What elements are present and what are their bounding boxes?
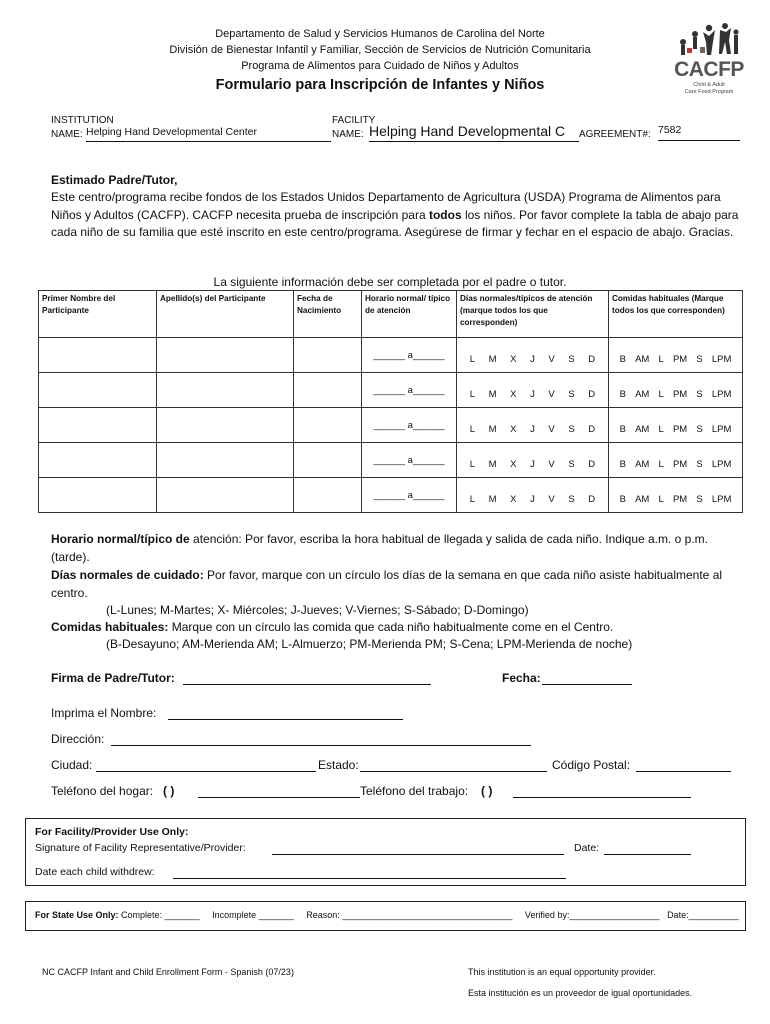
- meals-cell: [609, 478, 743, 513]
- home-phone-label: Teléfono del hogar:: [51, 784, 154, 798]
- day-option[interactable]: D: [588, 493, 596, 505]
- form-title: Formulario para Inscripción de Infantes y Niños: [215, 77, 545, 93]
- facility-use-title: For Facility/Provider Use Only:: [35, 826, 189, 838]
- day-option[interactable]: D: [588, 458, 596, 470]
- hours-cell[interactable]: ______ a______: [362, 478, 457, 513]
- meals-cell: [609, 338, 743, 373]
- print-name-label: Imprima el Nombre:: [51, 706, 157, 720]
- date-label: Fecha:: [502, 671, 541, 685]
- meal-option[interactable]: B: [619, 353, 626, 365]
- header-first-name: Primer Nombre del Participante: [39, 291, 157, 338]
- day-option[interactable]: V: [548, 423, 555, 435]
- day-option[interactable]: V: [548, 353, 555, 365]
- meal-option[interactable]: L: [658, 353, 664, 365]
- parent-signature-field[interactable]: [183, 684, 431, 685]
- facility-label: FACILITY: [332, 115, 376, 126]
- meal-option[interactable]: S: [696, 493, 703, 505]
- day-option[interactable]: V: [548, 493, 555, 505]
- day-option[interactable]: M: [488, 493, 497, 505]
- state-use-line: For State Use Only: Complete: _______ Incomplete _______ Reason: __________________________________ Verified by:__________________ Date:__________: [35, 910, 739, 920]
- first-name-cell[interactable]: [39, 443, 157, 478]
- facility-name-label: NAME:: [332, 129, 364, 140]
- day-option[interactable]: S: [568, 388, 575, 400]
- day-option[interactable]: X: [510, 458, 517, 470]
- day-option[interactable]: J: [530, 493, 535, 505]
- institution-label: INSTITUTION: [51, 115, 114, 126]
- day-option[interactable]: M: [488, 458, 497, 470]
- facility-name-field[interactable]: Helping Hand Developmental C: [369, 123, 579, 142]
- cacfp-logo-icon: [673, 20, 743, 58]
- meal-option[interactable]: LPM: [711, 388, 732, 400]
- meal-option[interactable]: AM: [635, 458, 650, 470]
- table-row: [39, 478, 743, 513]
- zip-field[interactable]: [636, 771, 731, 772]
- cacfp-logo-text: CACFP: [674, 58, 744, 81]
- meal-option[interactable]: PM: [672, 353, 688, 365]
- legend-meals-key: (B-Desayuno; AM-Merienda AM; L-Almuerzo; PM-Merienda PM; S-Cena; LPM-Merienda de noche): [106, 637, 633, 651]
- day-option[interactable]: X: [510, 388, 517, 400]
- day-option[interactable]: L: [469, 493, 476, 505]
- first-name-cell[interactable]: [39, 373, 157, 408]
- meal-option[interactable]: PM: [672, 423, 688, 435]
- facility-rep-sig-field[interactable]: [272, 854, 564, 855]
- last-name-cell[interactable]: [157, 408, 294, 443]
- work-phone-field[interactable]: [513, 797, 691, 798]
- days-cell: [457, 443, 609, 478]
- table-row: [39, 338, 743, 373]
- institution-name-field[interactable]: Helping Hand Developmental Center: [86, 126, 331, 142]
- birth-date-cell[interactable]: [294, 478, 362, 513]
- last-name-cell[interactable]: [157, 443, 294, 478]
- day-option[interactable]: D: [588, 353, 596, 365]
- days-cell: [457, 408, 609, 443]
- agreement-number-field[interactable]: 7582: [658, 124, 740, 141]
- header-meals: Comidas habituales (Marque todos los que corresponden): [609, 291, 743, 338]
- withdrew-field[interactable]: [173, 878, 566, 879]
- days-cell: [457, 338, 609, 373]
- meal-option[interactable]: S: [696, 353, 703, 365]
- day-option[interactable]: D: [588, 388, 596, 400]
- last-name-cell[interactable]: [157, 373, 294, 408]
- zip-label: Código Postal:: [552, 758, 631, 772]
- day-option[interactable]: J: [530, 353, 535, 365]
- legend-days: Días normales de cuidado: Por favor, marque con un círculo los días de la semana en que cada niño asiste habitualmente al centro.: [51, 568, 723, 600]
- facility-use-box: [25, 818, 746, 886]
- meals-cell: [609, 443, 743, 478]
- meal-option[interactable]: AM: [635, 493, 650, 505]
- birth-date-cell[interactable]: [294, 443, 362, 478]
- meal-option[interactable]: L: [658, 388, 664, 400]
- days-cell: [457, 373, 609, 408]
- day-option[interactable]: L: [469, 388, 476, 400]
- day-option[interactable]: J: [530, 458, 535, 470]
- facility-date-field[interactable]: [604, 854, 691, 855]
- first-name-cell[interactable]: [39, 338, 157, 373]
- home-phone-field[interactable]: [198, 797, 360, 798]
- header-hours: Horario normal/ típico de atención: [362, 291, 457, 338]
- table-row: [39, 408, 743, 443]
- header-division: División de Bienestar Infantil y Familiar, Sección de Servicios de Nutrición Comunitaria: [169, 44, 591, 56]
- header-agency: Departamento de Salud y Servicios Humanos de Carolina del Norte: [215, 28, 545, 40]
- day-option[interactable]: L: [469, 423, 476, 435]
- meal-option[interactable]: S: [696, 458, 703, 470]
- meal-option[interactable]: LPM: [711, 423, 732, 435]
- legend-days-key: (L-Lunes; M-Martes; X- Miércoles; J-Jueves; V-Viernes; S-Sábado; D-Domingo): [106, 603, 529, 617]
- birth-date-cell[interactable]: [294, 338, 362, 373]
- day-option[interactable]: M: [488, 353, 497, 365]
- meal-option[interactable]: PM: [672, 493, 688, 505]
- equal-opportunity-en: This institution is an equal opportunity provider.: [468, 967, 656, 977]
- table-caption: La siguiente información debe ser completada por el padre o tutor.: [213, 275, 567, 289]
- facility-date-label: Date:: [574, 842, 600, 854]
- day-option[interactable]: J: [530, 423, 535, 435]
- legend-hours: Horario normal/típico de atención: Por favor, escriba la hora habitual de llegada y salida de cada niño. Indique a.m. o p.m. (tarde).: [51, 532, 709, 564]
- meal-option[interactable]: L: [658, 493, 664, 505]
- birth-date-cell[interactable]: [294, 408, 362, 443]
- meal-option[interactable]: L: [658, 423, 664, 435]
- day-option[interactable]: S: [568, 423, 575, 435]
- header-last-name: Apellido(s) del Participante: [157, 291, 294, 338]
- day-option[interactable]: M: [488, 388, 497, 400]
- legend-meals: Comidas habituales: Marque con un círculo las comida que cada niño habitualmente come en el Centro.: [51, 620, 614, 634]
- letter-body: Este centro/programa recibe fondos de los Estados Unidos Departamento de Agricultura (USDA) Programa de Alimentos para Niños y Adultos (CACFP). CACFP necesita prueba de inscripción para todos los niños. Por favor complete la tabla de abajo para cada niño de su familia que esté inscrito en este centro/programa. Asegúrese de firmar y fechar en el espacio de abajo. Gracias.: [51, 190, 739, 239]
- meal-option[interactable]: LPM: [711, 493, 732, 505]
- first-name-cell[interactable]: [39, 478, 157, 513]
- address-field[interactable]: [111, 745, 531, 746]
- last-name-cell[interactable]: [157, 338, 294, 373]
- header-birth-date: Fecha de Nacimiento: [294, 291, 362, 338]
- table-header-row: [39, 291, 743, 338]
- meal-option[interactable]: PM: [672, 458, 688, 470]
- institution-name-label: NAME:: [51, 129, 83, 140]
- meal-option[interactable]: LPM: [711, 458, 732, 470]
- day-option[interactable]: L: [469, 458, 476, 470]
- letter-greeting: Estimado Padre/Tutor,: [51, 173, 178, 187]
- day-option[interactable]: M: [488, 423, 497, 435]
- date-field[interactable]: [542, 684, 632, 685]
- hours-cell[interactable]: ______ a______: [362, 373, 457, 408]
- home-phone-paren: ( ): [163, 784, 175, 798]
- meal-option[interactable]: B: [619, 493, 626, 505]
- form-id: NC CACFP Infant and Child Enrollment Form - Spanish (07/23): [42, 967, 294, 977]
- day-option[interactable]: J: [530, 388, 535, 400]
- meal-option[interactable]: L: [658, 458, 664, 470]
- hours-cell[interactable]: ______ a______: [362, 408, 457, 443]
- meal-option[interactable]: AM: [635, 388, 650, 400]
- day-option[interactable]: X: [510, 423, 517, 435]
- equal-opportunity-es: Esta institución es un proveedor de igual oportunidades.: [468, 988, 693, 998]
- meal-option[interactable]: PM: [672, 388, 688, 400]
- day-option[interactable]: L: [469, 353, 476, 365]
- meal-option[interactable]: AM: [635, 353, 650, 365]
- state-label: Estado:: [318, 758, 359, 772]
- address-label: Dirección:: [51, 732, 105, 746]
- day-option[interactable]: S: [568, 493, 575, 505]
- meal-option[interactable]: AM: [635, 423, 650, 435]
- city-label: Ciudad:: [51, 758, 93, 772]
- day-option[interactable]: V: [548, 458, 555, 470]
- work-phone-paren: ( ): [481, 784, 493, 798]
- meal-option[interactable]: B: [619, 423, 626, 435]
- withdrew-label: Date each child withdrew:: [35, 866, 155, 878]
- birth-date-cell[interactable]: [294, 373, 362, 408]
- day-option[interactable]: S: [568, 353, 575, 365]
- state-field[interactable]: [360, 771, 547, 772]
- meal-option[interactable]: B: [619, 458, 626, 470]
- meal-option[interactable]: B: [619, 388, 626, 400]
- table-row: [39, 443, 743, 478]
- meals-cell: [609, 373, 743, 408]
- day-option[interactable]: X: [510, 493, 517, 505]
- enrollment-table: [38, 290, 743, 513]
- day-option[interactable]: X: [510, 353, 517, 365]
- first-name-cell[interactable]: [39, 408, 157, 443]
- work-phone-label: Teléfono del trabajo:: [360, 784, 469, 798]
- days-cell: [457, 478, 609, 513]
- city-field[interactable]: [96, 771, 316, 772]
- facility-rep-sig-label: Signature of Facility Representative/Provider:: [35, 842, 246, 854]
- hours-cell[interactable]: ______ a______: [362, 443, 457, 478]
- parent-signature-label: Firma de Padre/Tutor:: [51, 671, 175, 685]
- day-option[interactable]: D: [588, 423, 596, 435]
- state-use-box: [25, 901, 746, 931]
- last-name-cell[interactable]: [157, 478, 294, 513]
- day-option[interactable]: V: [548, 388, 555, 400]
- cacfp-logo-subtitle: Child & Adult Care Food Program: [684, 82, 734, 95]
- header-program: Programa de Alimentos para Cuidado de Niños y Adultos: [241, 60, 519, 72]
- hours-cell[interactable]: ______ a______: [362, 338, 457, 373]
- meal-option[interactable]: S: [696, 423, 703, 435]
- meal-option[interactable]: S: [696, 388, 703, 400]
- print-name-field[interactable]: [168, 719, 403, 720]
- day-option[interactable]: S: [568, 458, 575, 470]
- table-row: [39, 373, 743, 408]
- agreement-label: AGREEMENT#:: [579, 129, 651, 140]
- meal-option[interactable]: LPM: [711, 353, 732, 365]
- meals-cell: [609, 408, 743, 443]
- header-days: Días normales/típicos de atención (marque todos los que corresponden): [457, 291, 609, 338]
